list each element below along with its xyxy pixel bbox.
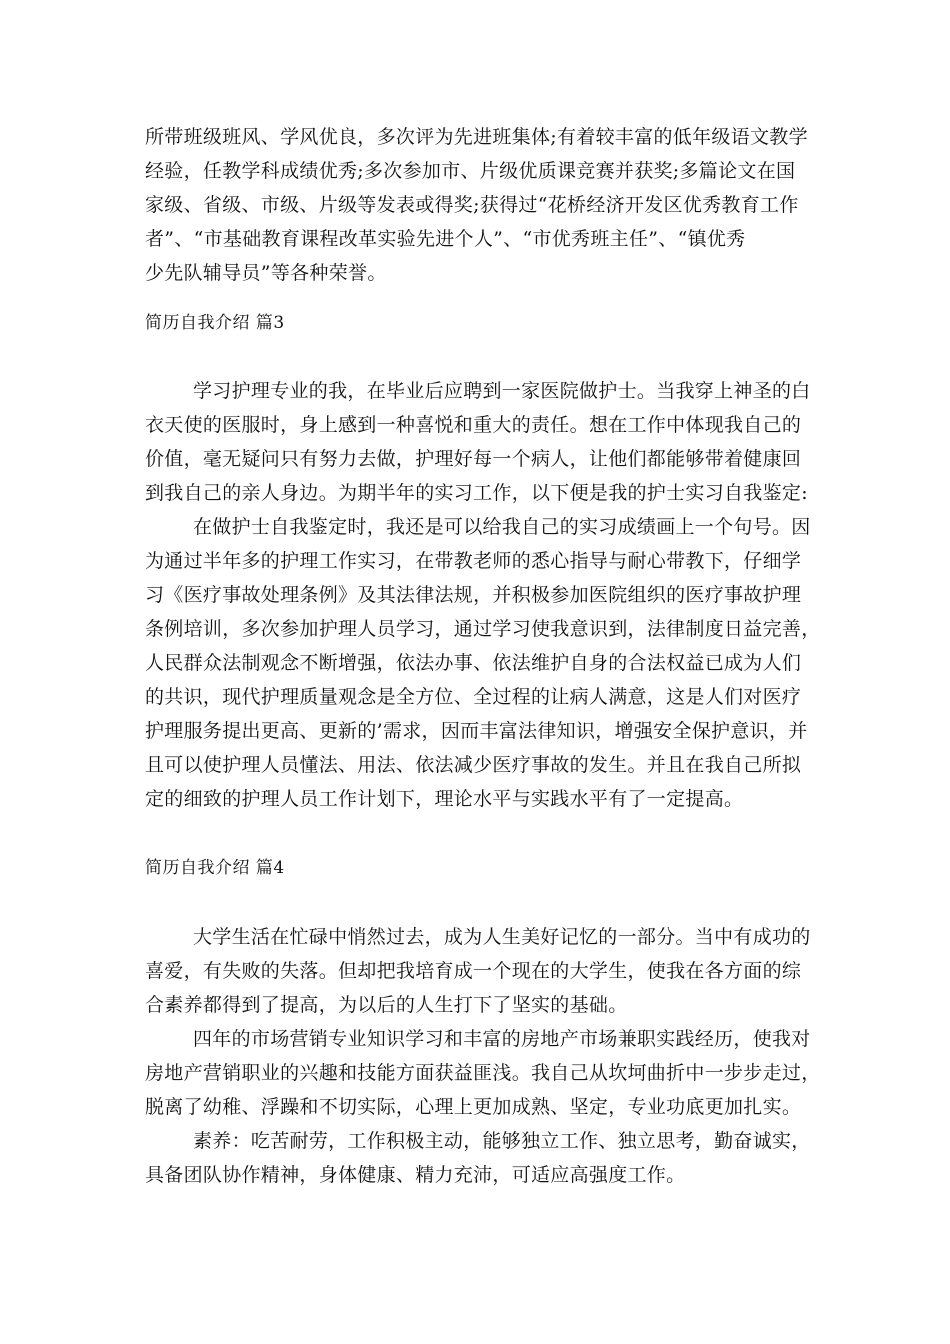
text-line: 四年的市场营销专业知识学习和丰富的房地产市场兼职实践经历，使我对 <box>193 1028 811 1050</box>
text-line: 为通过半年多的护理工作实习，在带教老师的悉心指导与耐心带教下，仔细学 <box>145 550 802 572</box>
text-line: 家级、省级、市级、片级等发表或得奖;获得过“花桥经济开发区优秀教育工作 <box>145 194 799 216</box>
text-line: 在做护士自我鉴定时，我还是可以给我自己的实习成绩画上一个句号。因 <box>193 516 811 538</box>
text-line: 素养：吃苦耐劳，工作积极主动，能够独立工作、独立思考，勤奋诚实， <box>193 1130 811 1152</box>
text-line: 价值，毫无疑问只有努力去做，护理好每一个病人，让他们都能够带着健康回 <box>145 448 802 470</box>
text-line: 的共识，现代护理质量观念是全方位、全过程的让病人满意，这是人们对医疗 <box>145 686 802 708</box>
text-line: 习《医疗事故处理条例》及其法律法规，并积极参加医院组织的医疗事故护理 <box>145 584 802 606</box>
intro-paragraph <box>145 120 815 290</box>
text-line: 经验，任教学科成绩优秀;多次参加市、片级优质课竞赛并获奖;多篇论文在国 <box>145 160 796 182</box>
text-line: 合素养都得到了提高，为以后的人生打下了坚实的基础。 <box>145 994 628 1016</box>
text-line: 喜爱，有失败的失落。但却把我培育成一个现在的大学生，使我在各方面的综 <box>145 960 802 982</box>
section4-paragraph-3 <box>145 1124 815 1192</box>
text-line: 具备团队协作精神，身体健康、精力充沛，可适应高强度工作。 <box>145 1164 686 1186</box>
text-line: 且可以使护理人员懂法、用法、依法减少医疗事故的发生。并且在我自己所拟 <box>145 754 802 776</box>
text-line: 人民群众法制观念不断增强，依法办事、依法维护自身的合法权益已成为人们 <box>145 652 802 674</box>
text-line: 大学生活在忙碌中悄然过去，成为人生美好记忆的一部分。当中有成功的 <box>193 926 811 948</box>
section4-paragraph-1 <box>145 920 815 1022</box>
text-line: 到我自己的亲人身边。为期半年的实习工作，以下便是我的护士实习自我鉴定: <box>145 482 808 504</box>
text-line: 衣天使的医服时，身上感到一种喜悦和重大的责任。想在工作中体现我自己的 <box>145 414 802 436</box>
text-line: 学习护理专业的我，在毕业后应聘到一家医院做护士。当我穿上神圣的白 <box>193 380 811 402</box>
text-line: 少先队辅导员”等各种荣誉。 <box>145 262 387 284</box>
section3-paragraph-1 <box>145 374 815 510</box>
text-line: 者”、“市基础教育课程改革实验先进个人”、“市优秀班主任”、“镇优秀 <box>145 228 746 250</box>
text-line: 条例培训，多次参加护理人员学习，通过学习使我意识到，法律制度日益完善， <box>145 618 821 640</box>
text-line: 护理服务提出更高、更新的’需求，因而丰富法律知识，增强安全保护意识，并 <box>145 720 808 742</box>
section-heading-3: 简历自我介绍 篇3 <box>145 313 285 333</box>
text-line: 房地产营销职业的兴趣和技能方面获益匪浅。我自己从坎坷曲折中一步步走过， <box>145 1062 821 1084</box>
section3-paragraph-2 <box>145 510 821 816</box>
text-line: 脱离了幼稚、浮躁和不切实际，心理上更加成熟、坚定，专业功底更加扎实。 <box>145 1096 802 1118</box>
section-heading-4: 简历自我介绍 篇4 <box>145 858 285 878</box>
text-line: 定的细致的护理人员工作计划下，理论水平与实践水平有了一定提高。 <box>145 788 744 810</box>
section4-paragraph-2 <box>145 1022 821 1124</box>
text-line: 所带班级班风、学风优良，多次评为先进班集体;有着较丰富的低年级语文教学 <box>145 126 808 148</box>
